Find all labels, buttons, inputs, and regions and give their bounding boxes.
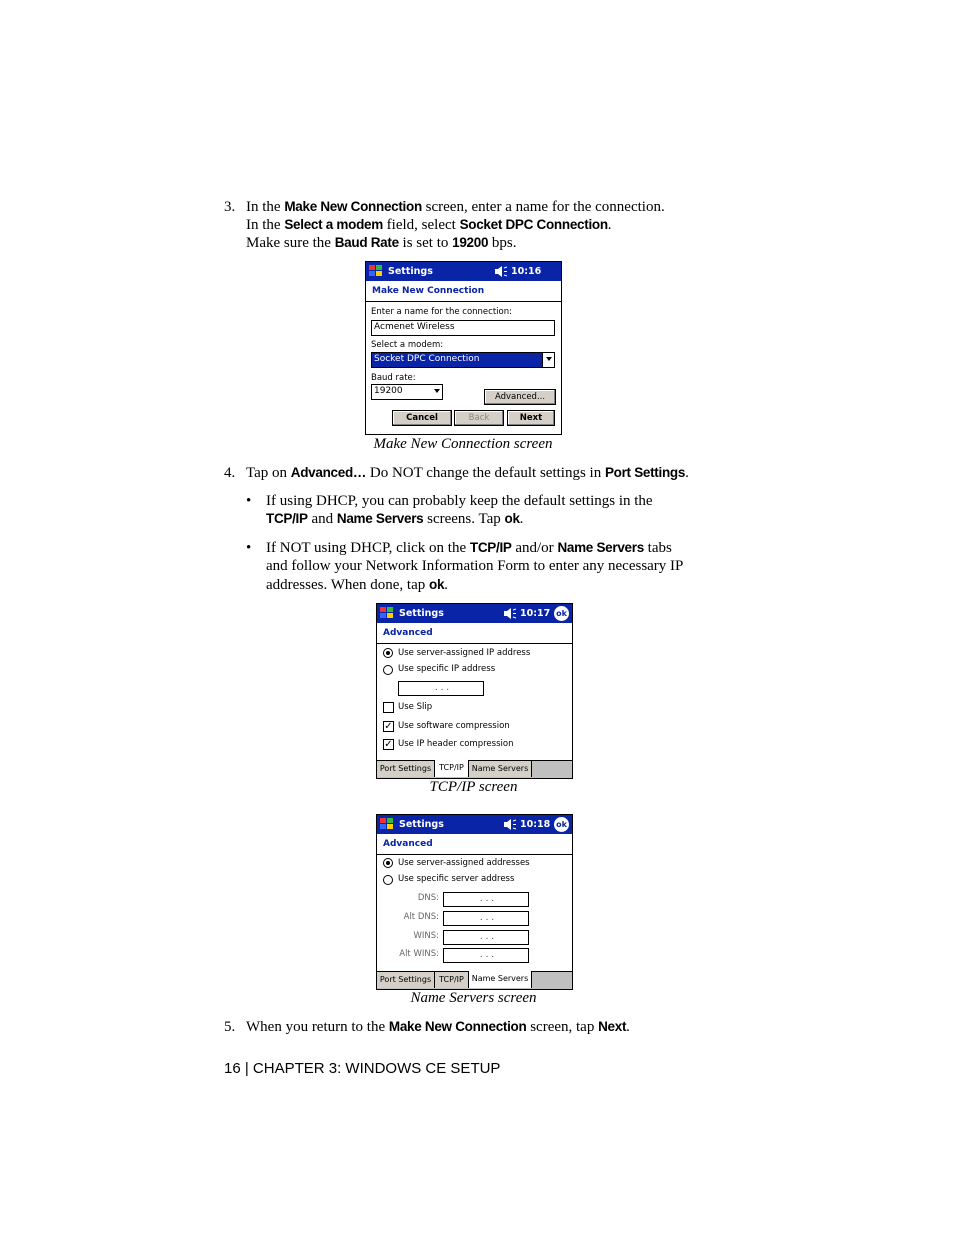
- tab-port-settings[interactable]: Port Settings: [377, 972, 435, 988]
- app-title: Settings: [399, 608, 444, 619]
- tab-strip: [377, 760, 572, 778]
- modem-label: Select a modem:: [371, 340, 444, 350]
- cancel-button[interactable]: Cancel: [392, 410, 452, 426]
- tab-name-servers[interactable]: Name Servers: [469, 761, 532, 777]
- bullet2-line1: If NOT using DHCP, click on the TCP/IP and/or Name Servers tabs: [266, 540, 672, 556]
- tab-port-settings[interactable]: Port Settings: [377, 761, 435, 777]
- name-label: Enter a name for the connection:: [371, 307, 512, 317]
- clock[interactable]: 10:17: [520, 608, 551, 619]
- bullet1-line2: TCP/IP and Name Servers screens. Tap ok.: [266, 511, 524, 527]
- step3-number: 3.: [224, 199, 236, 215]
- page-header: Advanced: [377, 834, 572, 855]
- bullet2-line3: addresses. When done, tap ok.: [266, 577, 448, 593]
- windows-start-icon[interactable]: [379, 606, 395, 621]
- name-servers-caption: Name Servers screen: [410, 990, 537, 1006]
- title-bar: [377, 604, 572, 623]
- next-button[interactable]: Next: [507, 410, 555, 426]
- windows-start-icon[interactable]: [368, 264, 384, 279]
- title-bar: [366, 262, 561, 281]
- app-title: Settings: [399, 819, 444, 830]
- clock[interactable]: 10:18: [520, 819, 551, 830]
- advanced-button[interactable]: Advanced...: [484, 389, 556, 405]
- server-assigned-ip-label: Use server-assigned IP address: [398, 648, 531, 658]
- server-assigned-addresses-label: Use server-assigned addresses: [398, 858, 530, 868]
- specific-ip-label: Use specific IP address: [398, 664, 496, 674]
- ok-button[interactable]: ok: [554, 817, 569, 832]
- make-new-connection-caption: Make New Connection screen: [373, 436, 553, 452]
- bullet1-line1: If using DHCP, you can probably keep the default settings in the: [266, 493, 653, 509]
- step5-text: When you return to the Make New Connection screen, tap Next.: [246, 1019, 630, 1035]
- modem-select[interactable]: Socket DPC Connection: [371, 352, 555, 368]
- alt-dns-label: Alt DNS:: [403, 912, 439, 922]
- software-compression-checkbox[interactable]: ✓: [384, 721, 393, 732]
- windows-start-icon[interactable]: [379, 817, 395, 832]
- tab-tcpip[interactable]: TCP/IP: [435, 760, 469, 777]
- use-slip-checkbox[interactable]: [383, 702, 394, 713]
- software-compression-label: Use software compression: [398, 721, 510, 731]
- make-new-connection-screenshot: [365, 261, 562, 435]
- wins-label: WINS:: [413, 931, 439, 941]
- page-footer: 16 | CHAPTER 3: WINDOWS CE SETUP: [224, 1060, 501, 1077]
- bullet-mark: •: [246, 540, 252, 556]
- chevron-down-icon: [434, 389, 440, 393]
- dns-label: DNS:: [417, 893, 439, 903]
- wins-input: . . .: [443, 930, 529, 945]
- baud-rate-select[interactable]: 19200: [371, 384, 443, 400]
- baud-label: Baud rate:: [371, 373, 416, 383]
- tcpip-screenshot: [376, 603, 573, 779]
- page-header: Advanced: [377, 623, 572, 644]
- step4-text: Tap on Advanced… Do NOT change the default settings in Port Settings.: [246, 465, 689, 481]
- specific-server-address-label: Use specific server address: [398, 874, 515, 884]
- step4-number: 4.: [224, 465, 236, 481]
- ip-header-compression-checkbox[interactable]: ✓: [384, 739, 393, 750]
- connection-name-input[interactable]: Acmenet Wireless: [371, 320, 555, 336]
- dns-input: . . .: [443, 892, 529, 907]
- bullet-mark: •: [246, 493, 252, 509]
- title-bar: [377, 815, 572, 834]
- alt-wins-input: . . .: [443, 948, 529, 963]
- speaker-icon[interactable]: [503, 818, 517, 831]
- specific-server-address-radio[interactable]: [383, 875, 393, 885]
- specific-ip-radio[interactable]: [383, 665, 393, 675]
- ip-address-input: . . .: [398, 681, 484, 696]
- tab-strip: [377, 971, 572, 989]
- step5-number: 5.: [224, 1019, 236, 1035]
- clock[interactable]: 10:16: [511, 266, 542, 277]
- use-slip-label: Use Slip: [398, 702, 433, 712]
- page-header: Make New Connection: [366, 281, 561, 302]
- speaker-icon[interactable]: [494, 265, 508, 278]
- name-servers-screenshot: [376, 814, 573, 990]
- alt-dns-input: . . .: [443, 911, 529, 926]
- server-assigned-addresses-radio[interactable]: [383, 858, 393, 868]
- app-title: Settings: [388, 266, 433, 277]
- tab-name-servers[interactable]: Name Servers: [469, 971, 532, 988]
- tab-tcpip[interactable]: TCP/IP: [435, 972, 469, 988]
- step3-line1: In the Make New Connection screen, enter a name for the connection.: [246, 199, 665, 215]
- ip-header-compression-label: Use IP header compression: [398, 739, 514, 749]
- chevron-down-icon[interactable]: [542, 353, 554, 367]
- alt-wins-label: Alt WINS:: [399, 949, 439, 959]
- bullet2-line2: and follow your Network Information Form to enter any necessary IP: [266, 558, 684, 574]
- back-button: Back: [454, 410, 504, 426]
- server-assigned-ip-radio[interactable]: [383, 648, 393, 658]
- tcpip-caption: TCP/IP screen: [429, 779, 518, 795]
- ok-button[interactable]: ok: [554, 606, 569, 621]
- step3-line2: In the Select a modem field, select Socket DPC Connection.: [246, 217, 612, 233]
- step3-line3: Make sure the Baud Rate is set to 19200 bps.: [246, 235, 517, 251]
- speaker-icon[interactable]: [503, 607, 517, 620]
